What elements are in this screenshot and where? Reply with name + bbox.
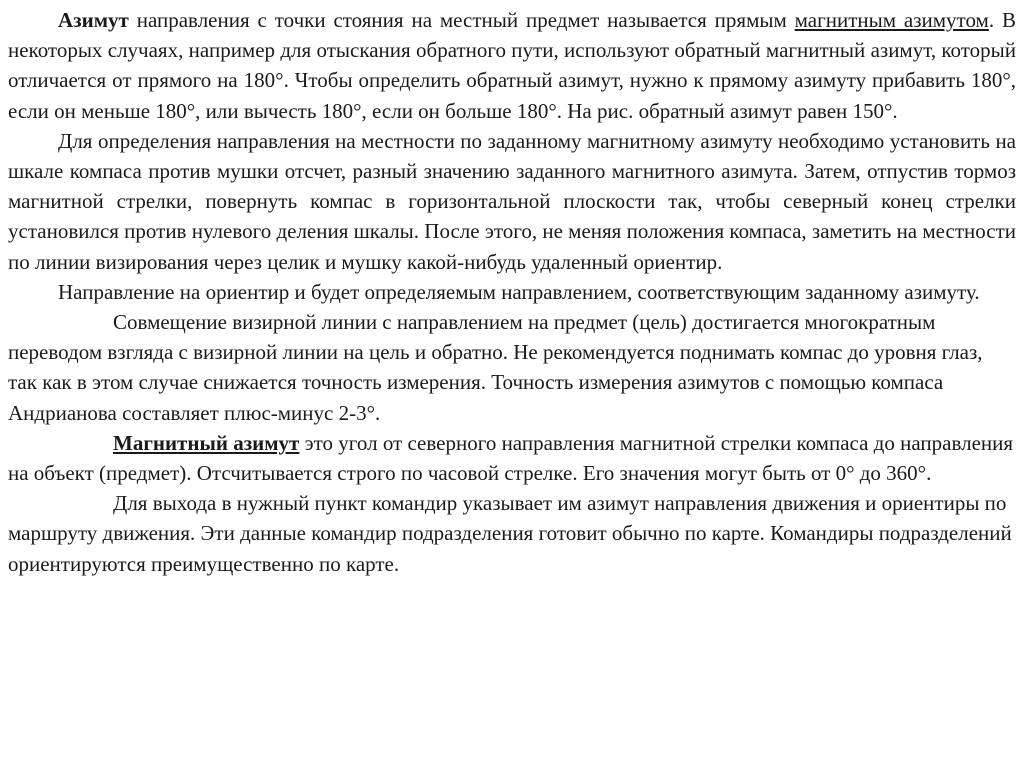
paragraph-text: направления с точки стояния на местный предмет называется прямым [128, 8, 795, 32]
paragraph-direction-by-azimuth: Для определения направления на местности по заданному магнитному азимуту необходимо установить на шкале компаса против мушки отсчет, разный значению заданного магнитного азимута. Затем, отпустив тормоз магнитной стрелки, повернуть компас в горизонтальной плоскости так, чтобы северный конец стрелки установился против нулевого деления шкалы. После этого, не меняя положения компаса, заметить на местности по линии визирования через целик и мушку какой-нибудь удаленный ориентир. [8, 128, 1016, 274]
magnetic-azimuth-link[interactable]: магнитным азимутом [794, 8, 989, 32]
term-magnetic-azimuth: Магнитный азимут [113, 430, 300, 455]
paragraph-text: это угол от северного направления магнитной стрелки компаса до направления на объект (предмет). Отсчитывается строго по часовой стрелке. Его значения могут быть от 0° до 360°. [8, 430, 1014, 486]
paragraph-text: . В некоторых случаях, например для отыскания обратного пути, используют обратный магнитный азимут, который отличается от прямого на 180°. Чтобы определить обратный азимут, нужно к прямому азимуту прибавить 180°, если он меньше 180°, или вычесть 180°, если он больше 180°. На рис. обратный азимут равен 150°. [8, 8, 1016, 123]
term-azimuth: Азимут [58, 8, 129, 32]
paragraph-magnetic-azimuth-definition [8, 428, 1016, 488]
paragraph-azimuth-definition [8, 5, 1016, 126]
paragraph-commander-route: Для выхода в нужный пункт командир указывает им азимут направления движения и ориентиры по маршруту движения. Эти данные командир подразделения готовит обычно по карте. Командиры подразделений ориентируются преимущественно по карте. [8, 491, 1012, 576]
paragraph-landmark-direction: Направление на ориентир и будет определяемым направлением, соответствующим заданному азимуту. [58, 279, 980, 304]
document-page [8, 5, 1016, 579]
paragraph-sighting-accuracy: Совмещение визирной линии с направлением на предмет (цель) достигается многократным переводом взгляда с визирной линии на цель и обратно. Не рекомендуется поднимать компас до уровня глаз, так как в этом случае снижается точность измерения. Точность измерения азимутов с помощью компаса Андрианова составляет плюс-минус 2-3°. [8, 310, 983, 425]
